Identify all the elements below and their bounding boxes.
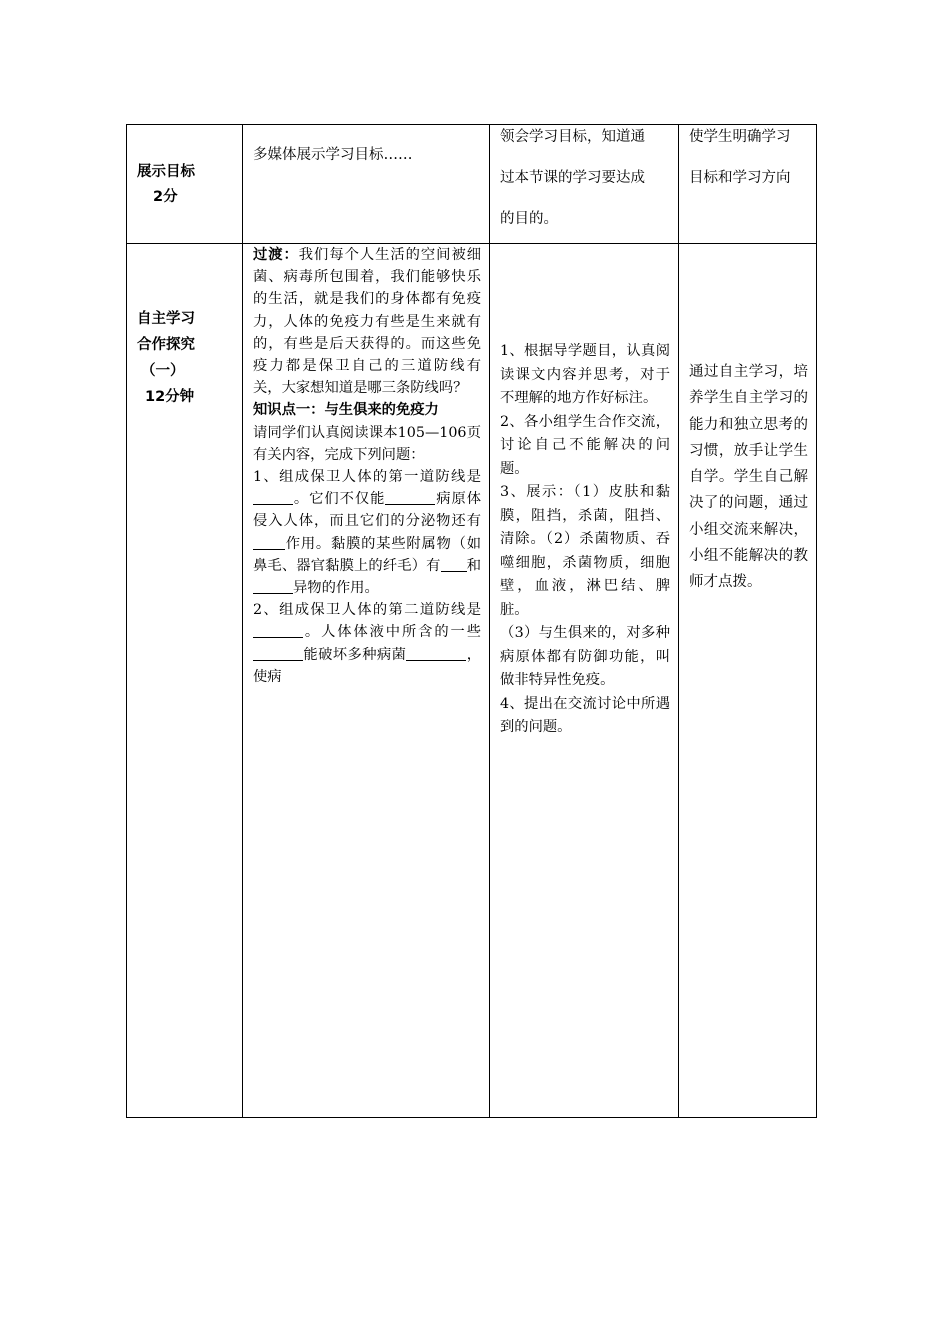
student-activity-line: 过本节课的学习要达成: [500, 170, 645, 186]
fill-blank: [406, 645, 466, 660]
student-step-1: 1、根据导学题目，认真阅读课文内容并思考，对于不理解的地方作好标注。: [500, 343, 670, 406]
student-step-4: 4、提出在交流讨论中所遇到的问题。: [500, 695, 670, 735]
stage-duration: 2分: [153, 188, 178, 205]
stage-title: 自主学习: [137, 311, 195, 327]
design-intent-line: 使学生明确学习: [689, 129, 791, 145]
student-step-3-cont: （3）与生俱来的，对多种病原体都有防御功能，叫做非特异性免疫。: [500, 625, 670, 688]
teacher-activity-cell: [243, 244, 490, 1118]
stage-subtitle: （一）: [141, 363, 185, 379]
student-step-2: 2、各小组学生合作交流，讨论自己不能解决的问题。: [500, 413, 670, 477]
fill-blank: [253, 623, 303, 638]
table-row: [127, 244, 817, 1118]
stage-cell: [127, 125, 243, 244]
fill-blank: [253, 579, 293, 594]
fill-blank: [253, 490, 293, 505]
knowledge-point-title: 知识点一：与生俱来的免疫力: [253, 402, 439, 419]
stage-title: 展示目标: [137, 164, 195, 180]
reading-instruction: 请同学们认真阅读课本105—106页有关内容，完成下列问题：: [253, 424, 481, 463]
transition-paragraph: [253, 244, 481, 399]
stage-duration: 12分钟: [145, 389, 195, 405]
transition-text: 我们每个人生活的空间被细菌、病毒所包围着，我们能够快乐的生活，就是我们的身体都有免疫力，人体的免疫力有些是生来就有的，有些是后天获得的。而这些免疫力都是保卫自己的三道防线有关，大家想知道是哪三条防线吗？: [253, 247, 482, 397]
student-activity-cell: [490, 244, 679, 1118]
fill-blank: [441, 557, 467, 572]
fill-blank: [385, 490, 435, 505]
transition-label: 过渡：: [253, 247, 299, 263]
lesson-plan-table: [126, 124, 817, 1118]
question-2: 2、组成保卫人体的第二道防线是。人体体液中所含的一些能破坏多种病菌 ，使病: [253, 602, 482, 685]
design-intent-line: 目标和学习方向: [689, 170, 791, 186]
stage-title: 合作探究: [137, 337, 195, 353]
table-row: [127, 125, 817, 244]
design-intent-cell: [679, 244, 817, 1118]
design-intent-cell: [679, 125, 817, 244]
design-intent-text: 通过自主学习，培养学生自主学习的能力和独立思考的习惯，放手让学生自学。学生自己解决了的问题，通过小组交流来解决，小组不能解决的教师才点拨。: [689, 364, 808, 591]
student-activity-line: 的目的。: [500, 211, 558, 227]
teacher-activity-text: 多媒体展示学习目标……: [253, 147, 413, 163]
teacher-activity-cell: [243, 125, 490, 244]
fill-blank: [253, 645, 303, 660]
question-1: 1、组成保卫人体的第一道防线是。它们不仅能 病原体侵入人体，而且它们的分泌物还有作用。黏膜的某些附属物（如鼻毛、器官黏膜上的纤毛）有 和异物的作用。: [253, 469, 482, 597]
fill-blank: [253, 534, 285, 549]
student-activity-line: 领会学习目标，知道通: [500, 129, 645, 145]
student-step-3: 3、展示：（1）皮肤和黏膜，阻挡，杀菌，阻挡、清除。（2）杀菌物质、吞噬细胞，杀菌物质，细胞壁，血液，淋巴结、脾脏。: [500, 484, 670, 618]
stage-cell: [127, 244, 243, 1118]
student-activity-cell: [490, 125, 679, 244]
